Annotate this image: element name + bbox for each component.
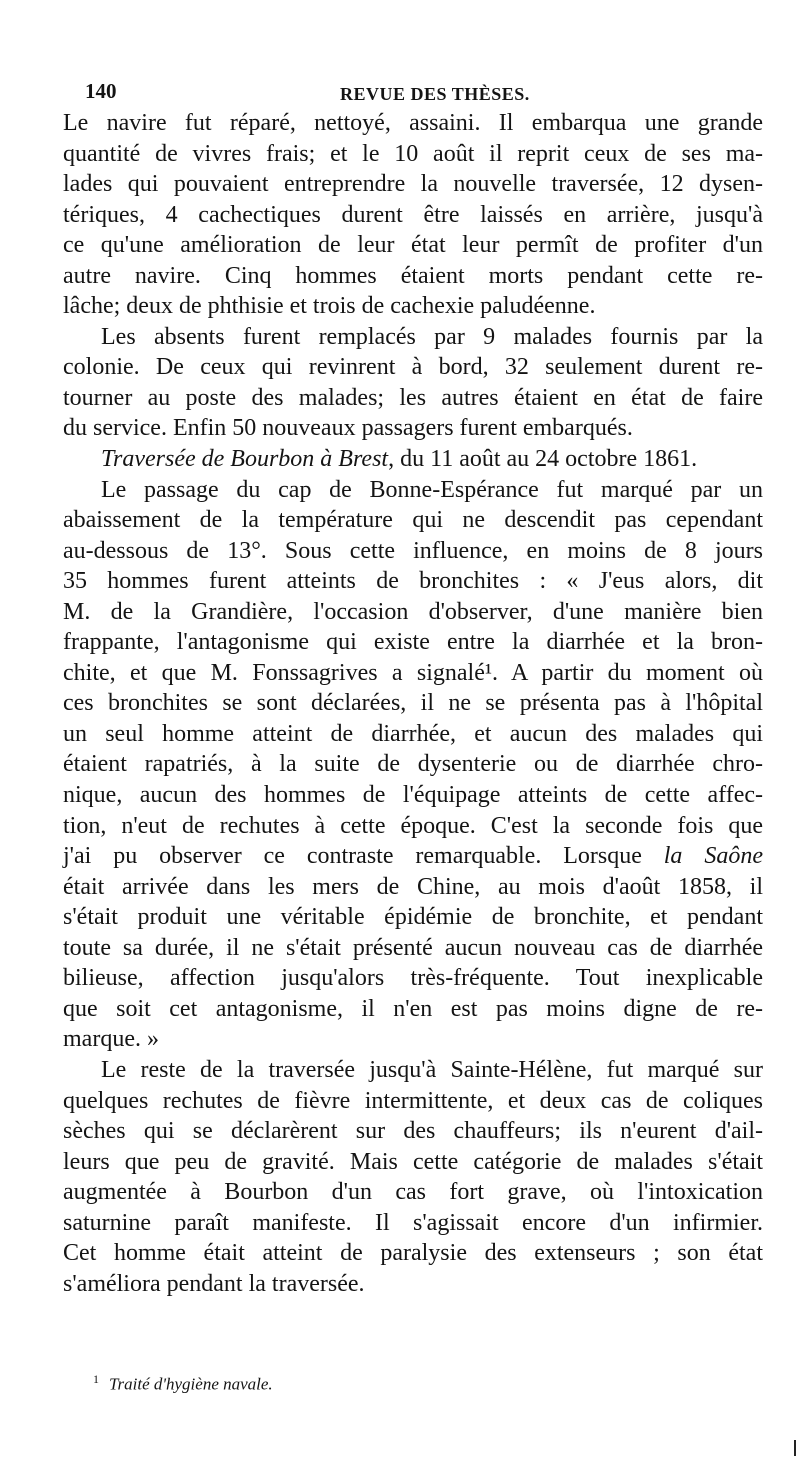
text-line: tériques, 4 cachectiques durent être laissés en arrière, jusqu'à bbox=[63, 201, 763, 228]
text-line: leurs que peu de gravité. Mais cette catégorie de malades s'était bbox=[63, 1148, 763, 1175]
text-line: que soit cet antagonisme, il n'en est pas moins digne de re- bbox=[63, 995, 763, 1022]
section-heading: Traversée de Bourbon à Brest bbox=[101, 446, 389, 473]
text-line: tourner au poste des malades; les autres étaient en état de faire bbox=[63, 384, 763, 411]
text-line: ce qu'une amélioration de leur état leur permît de profiter d'un bbox=[63, 232, 763, 259]
body-text bbox=[63, 108, 763, 1299]
section-dates: , du 11 août au 24 octobre 1861. bbox=[388, 446, 698, 473]
text-line: du service. Enfin 50 nouveaux passagers furent embarqués. bbox=[63, 415, 633, 442]
text-line: quantité de vivres frais; et le 10 août il reprit ceux de ses ma- bbox=[63, 140, 763, 167]
text-line: sèches qui se déclarèrent sur des chauffeurs; ils n'eurent d'ail- bbox=[63, 1118, 763, 1145]
text-line-with-italic bbox=[63, 841, 763, 872]
footnote bbox=[93, 1368, 273, 1396]
text-line: Le reste de la traversée jusqu'à Sainte-Hélène, fut marqué sur bbox=[101, 1056, 763, 1083]
text-line: au-dessous de 13°. Sous cette influence, en moins de 8 jours bbox=[63, 537, 763, 564]
text-line: s'améliora pendant la traversée. bbox=[63, 1270, 365, 1297]
page-number: 140 bbox=[85, 79, 117, 103]
text-line: quelques rechutes de fièvre intermittente, et deux cas de coliques bbox=[63, 1087, 763, 1114]
text-line: M. de la Grandière, l'occasion d'observer, d'une manière bien bbox=[63, 598, 763, 625]
text-line: Les absents furent remplacés par 9 malades fournis par la bbox=[101, 323, 763, 350]
text-line: Cet homme était atteint de paralysie des extenseurs ; son état bbox=[63, 1240, 763, 1267]
text-line: 35 hommes furent atteints de bronchites : « J'eus alors, dit bbox=[63, 568, 763, 595]
text-line: Le passage du cap de Bonne-Espérance fut marqué par un bbox=[101, 476, 763, 503]
ship-name: la Saône bbox=[663, 843, 763, 870]
text-line: était arrivée dans les mers de Chine, au mois d'août 1858, il bbox=[63, 873, 763, 900]
text-line: frappante, l'antagonisme qui existe entre la diarrhée et la bron- bbox=[63, 629, 763, 656]
text-fragment: j'ai pu observer ce contraste remarquable. Lorsque bbox=[63, 843, 664, 870]
text-line: ces bronchites se sont déclarées, il ne se présenta pas à l'hôpital bbox=[63, 690, 763, 717]
text-line: un seul homme atteint de diarrhée, et aucun des malades qui bbox=[63, 720, 763, 747]
text-line: colonie. De ceux qui revinrent à bord, 32 seulement durent re- bbox=[63, 354, 763, 381]
text-line: autre navire. Cinq hommes étaient morts pendant cette re- bbox=[63, 262, 763, 289]
page-edge-mark bbox=[794, 1440, 796, 1456]
text-line: augmentée à Bourbon d'un cas fort grave, où l'intoxication bbox=[63, 1179, 763, 1206]
text-line: étaient rapatriés, à la suite de dysenterie ou de diarrhée chro- bbox=[63, 751, 763, 778]
text-line: bilieuse, affection jusqu'alors très-fréquente. Tout inexplicable bbox=[63, 965, 763, 992]
text-line: nique, aucun des hommes de l'équipage atteints de cette affec- bbox=[63, 782, 763, 809]
text-line: chite, et que M. Fonssagrives a signalé¹. A partir du moment où bbox=[63, 659, 763, 686]
footnote-text: Traité d'hygiène navale. bbox=[109, 1374, 273, 1394]
text-line: toute sa durée, il ne s'était présenté aucun nouveau cas de diarrhée bbox=[63, 934, 763, 961]
text-line: saturnine paraît manifeste. Il s'agissait encore d'un infirmier. bbox=[63, 1209, 763, 1236]
text-line: Le navire fut réparé, nettoyé, assaini. Il embarqua une grande bbox=[63, 110, 763, 136]
text-line: abaissement de la température qui ne descendit pas cependant bbox=[63, 507, 763, 534]
text-line: lades qui pouvaient entreprendre la nouvelle traversée, 12 dysen- bbox=[63, 171, 763, 198]
text-line: lâche; deux de phthisie et trois de cachexie paludéenne. bbox=[63, 293, 596, 320]
section-heading-line bbox=[63, 444, 763, 475]
text-line: marque. » bbox=[63, 1026, 159, 1053]
text-line: tion, n'eut de rechutes à cette époque. C'est la seconde fois que bbox=[63, 812, 763, 839]
running-title: REVUE DES THÈSES. bbox=[340, 84, 530, 104]
footnote-marker: 1 bbox=[93, 1372, 99, 1386]
text-line: s'était produit une véritable épidémie de bronchite, et pendant bbox=[63, 904, 763, 931]
